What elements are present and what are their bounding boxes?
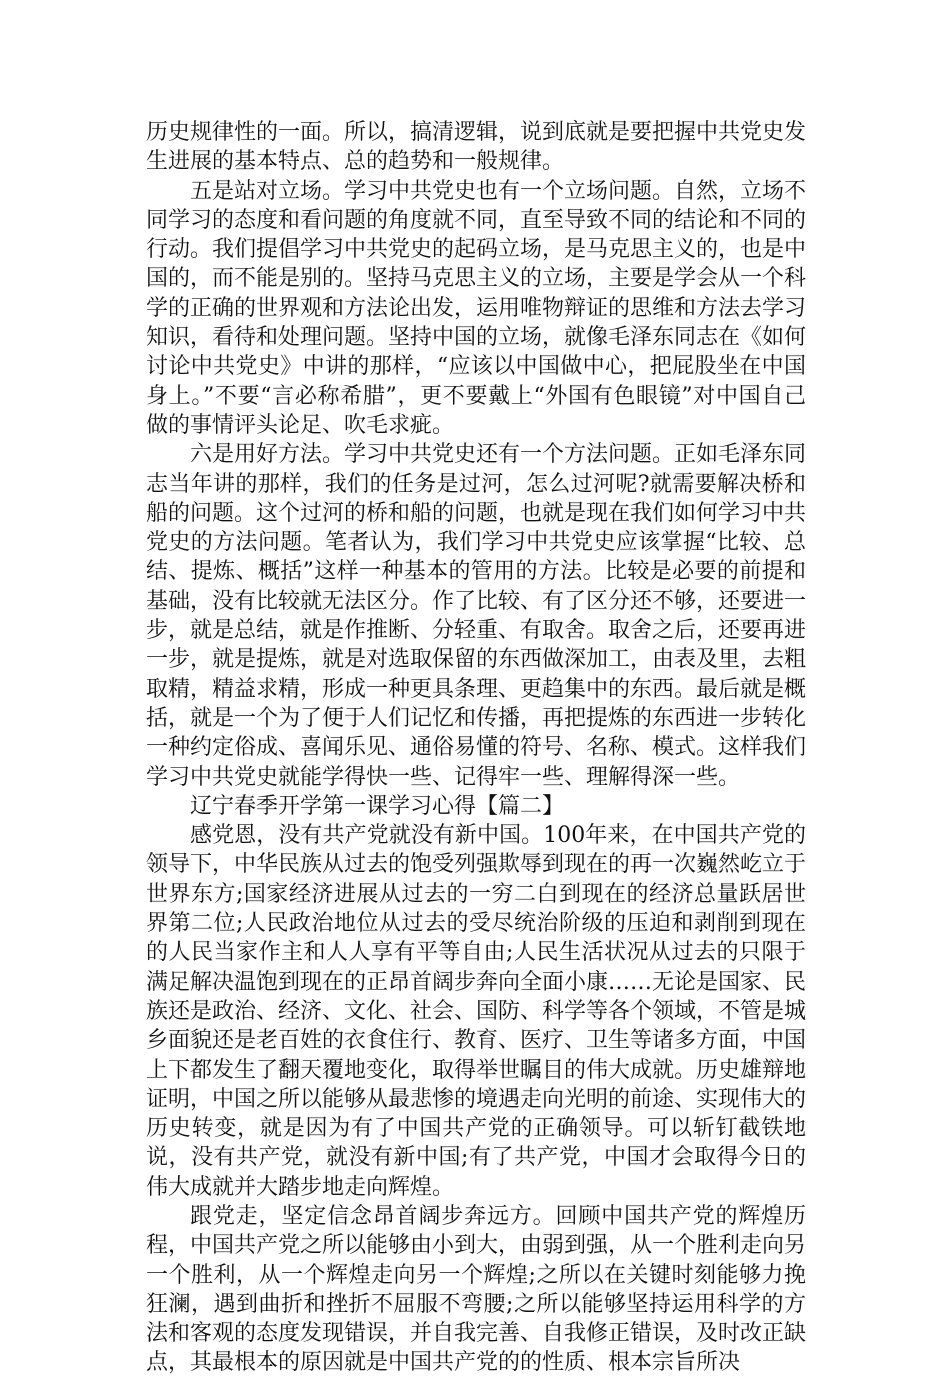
paragraph-follow-party: 跟党走，坚定信念昂首阔步奔远方。回顾中国共产党的辉煌历程，中国共产党之所以能够由小到大，由弱到强，从一个胜利走向另一个胜利，从一个辉煌走向另一个辉煌;之所以在关键时刻能够力挽狂澜，遇到曲折和挫折不屈服不弯腰;之所以能够坚持运用科学的方法和客观的态度发现错误，并自我完善、自我修正错误，及时改正缺点，其最根本的原因就是中国共产党的的性质、根本宗旨所决 [146,1203,807,1376]
document-body [146,118,806,1378]
paragraph-continuation: 历史规律性的一面。所以，搞清逻辑，说到底就是要把握中共党史发生进展的基本特点、总的趋势和一般规律。 [146,120,807,175]
section-heading: 辽宁春季开学第一课学习心得【篇二】 [190,793,565,819]
paragraph-gratitude: 感党恩，没有共产党就没有新中国。100年来，在中国共产党的领导下，中华民族从过去的饱受列强欺辱到现在的再一次巍然屹立于世界东方;国家经济进展从过去的一穷二白到现在的经济总量跃居世界第二位;人民政治地位从过去的受尽统治阶级的压迫和剥削到现在的人民当家作主和人人享有平等自由;人民生活状况从过去的只限于满足解决温饱到现在的正昂首阔步奔向全面小康……无论是国家、民族还是政治、经济、文化、社会、国防、科学等各个领域，不管是城乡面貌还是老百姓的衣食住行、教育、医疗、卫生等诸多方面，中国上下都发生了翻天覆地变化，取得举世瞩目的伟大成就。历史雄辩地证明，中国之所以能够从最悲惨的境遇走向光明的前途、实现伟大的历史转变，就是因为有了中国共产党的正确领导。可以斩钉截铁地说，没有共产党，就没有新中国;有了共产党，中国才会取得今日的伟大成就并大踏步地走向辉煌。 [146,823,807,1200]
paragraph-stance: 五是站对立场。学习中共党史也有一个立场问题。自然，立场不同学习的态度和看问题的角度就不同，直至导致不同的结论和不同的行动。我们提倡学习中共党史的起码立场，是马克思主义的，也是中国的，而不能是别的。坚持马克思主义的立场，主要是学会从一个科学的正确的世界观和方法论出发，运用唯物辩证的思维和方法去学习知识，看待和处理问题。坚持中国的立场，就像毛泽东同志在《如何讨论中共党史》中讲的那样，“应该以中国做中心，把屁股坐在中国身上。”不要“言必称希腊”，更不要戴上“外国有色眼镜”对中国自己做的事情评头论足、吹毛求疵。 [146,178,807,438]
paragraph-method: 六是用好方法。学习中共党史还有一个方法问题。正如毛泽东同志当年讲的那样，我们的任务是过河，怎么过河呢?就需要解决桥和船的问题。这个过河的桥和船的问题，也就是现在我们如何学习中共党史的方法问题。笔者认为，我们学习中共党史应该掌握“比较、总结、提炼、概括”这样一种基本的管用的方法。比较是必要的前提和基础，没有比较就无法区分。作了比较、有了区分还不够，还要进一步，就是总结，就是作推断、分轻重、有取舍。取舍之后，还要再进一步，就是提炼，就是对选取保留的东西做深加工，由表及里，去粗取精，精益求精，形成一种更具条理、更趋集中的东西。最后就是概括，就是一个为了便于人们记忆和传播，再把提炼的东西进一步转化一种约定俗成、喜闻乐见、通俗易懂的符号、名称、模式。这样我们学习中共党史就能学得快一些、记得牢一些、理解得深一些。 [146,442,807,790]
